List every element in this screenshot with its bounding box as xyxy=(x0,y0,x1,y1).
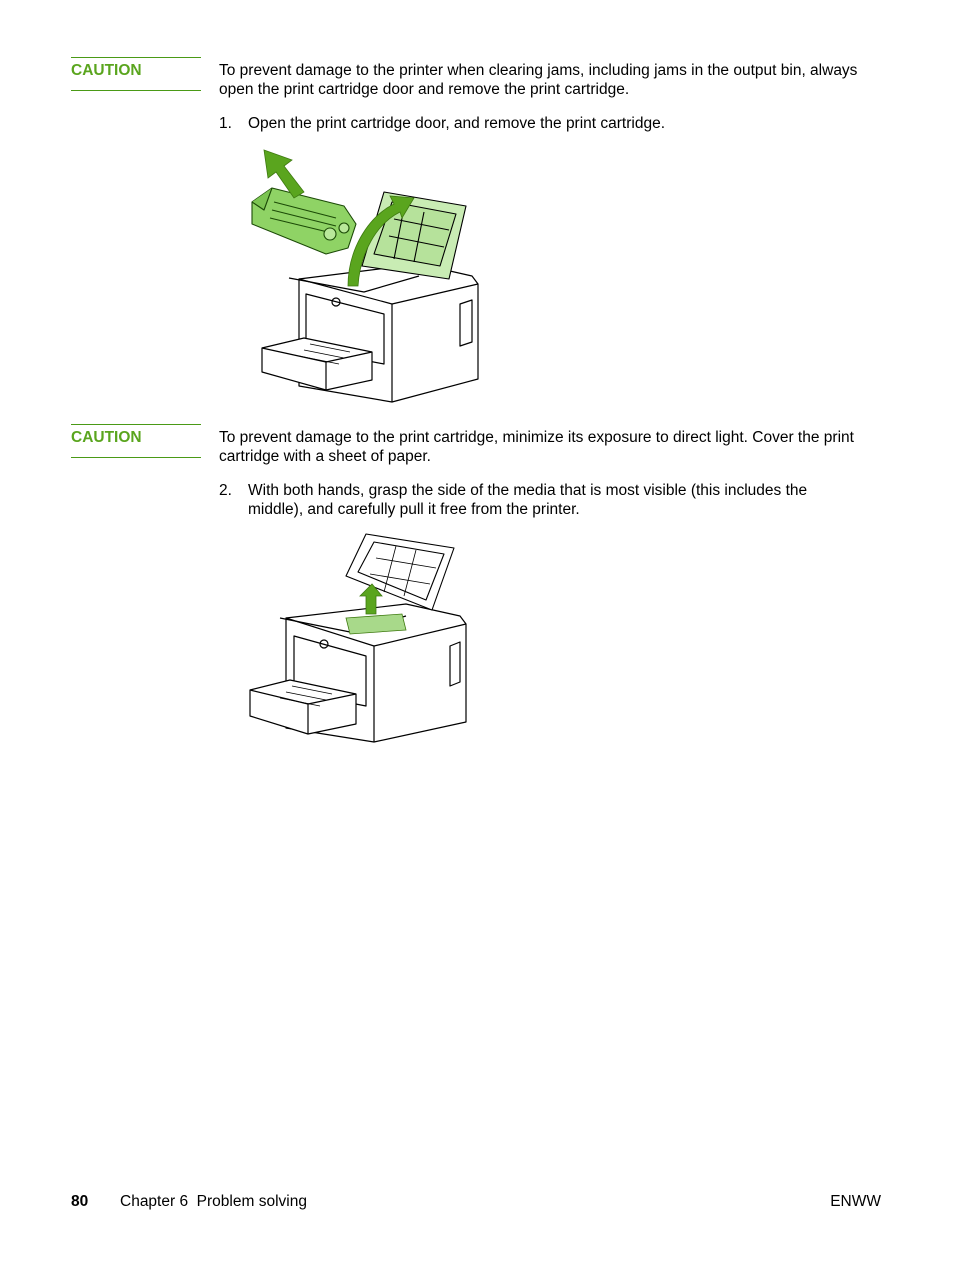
step-number: 1. xyxy=(219,115,232,132)
caution-top-rule xyxy=(71,424,201,425)
caution-label: CAUTION xyxy=(71,429,142,446)
chapter-title: Chapter 6 Problem solving xyxy=(120,1193,307,1210)
printer-cartridge-removal-illustration xyxy=(244,144,484,409)
step-number: 2. xyxy=(219,482,232,499)
page-number: 80 xyxy=(71,1193,89,1210)
step-text: Open the print cartridge door, and remove the print cartridge. xyxy=(248,115,666,132)
caution-bottom-rule xyxy=(71,90,201,91)
document-code: ENWW xyxy=(830,1193,881,1210)
caution-top-rule xyxy=(71,57,201,58)
step-2 xyxy=(219,481,859,519)
step-text: With both hands, grasp the side of the media that is most visible (this includes the middle), and carefully pull it free from the printer. xyxy=(248,482,808,518)
caution-label: CAUTION xyxy=(71,62,142,79)
caution-bottom-rule xyxy=(71,457,201,458)
caution-text-1: To prevent damage to the printer when clearing jams, including jams in the output bin, always open the print cartridge door and remove the print cartridge. xyxy=(219,62,858,98)
caution-text-2: To prevent damage to the print cartridge, minimize its exposure to direct light. Cover the print cartridge with a sheet of paper. xyxy=(219,429,854,465)
caution-block-2 xyxy=(71,424,201,458)
printer-media-removal-illustration xyxy=(246,530,470,748)
caution-block-1 xyxy=(71,57,201,91)
step-1 xyxy=(219,114,859,133)
